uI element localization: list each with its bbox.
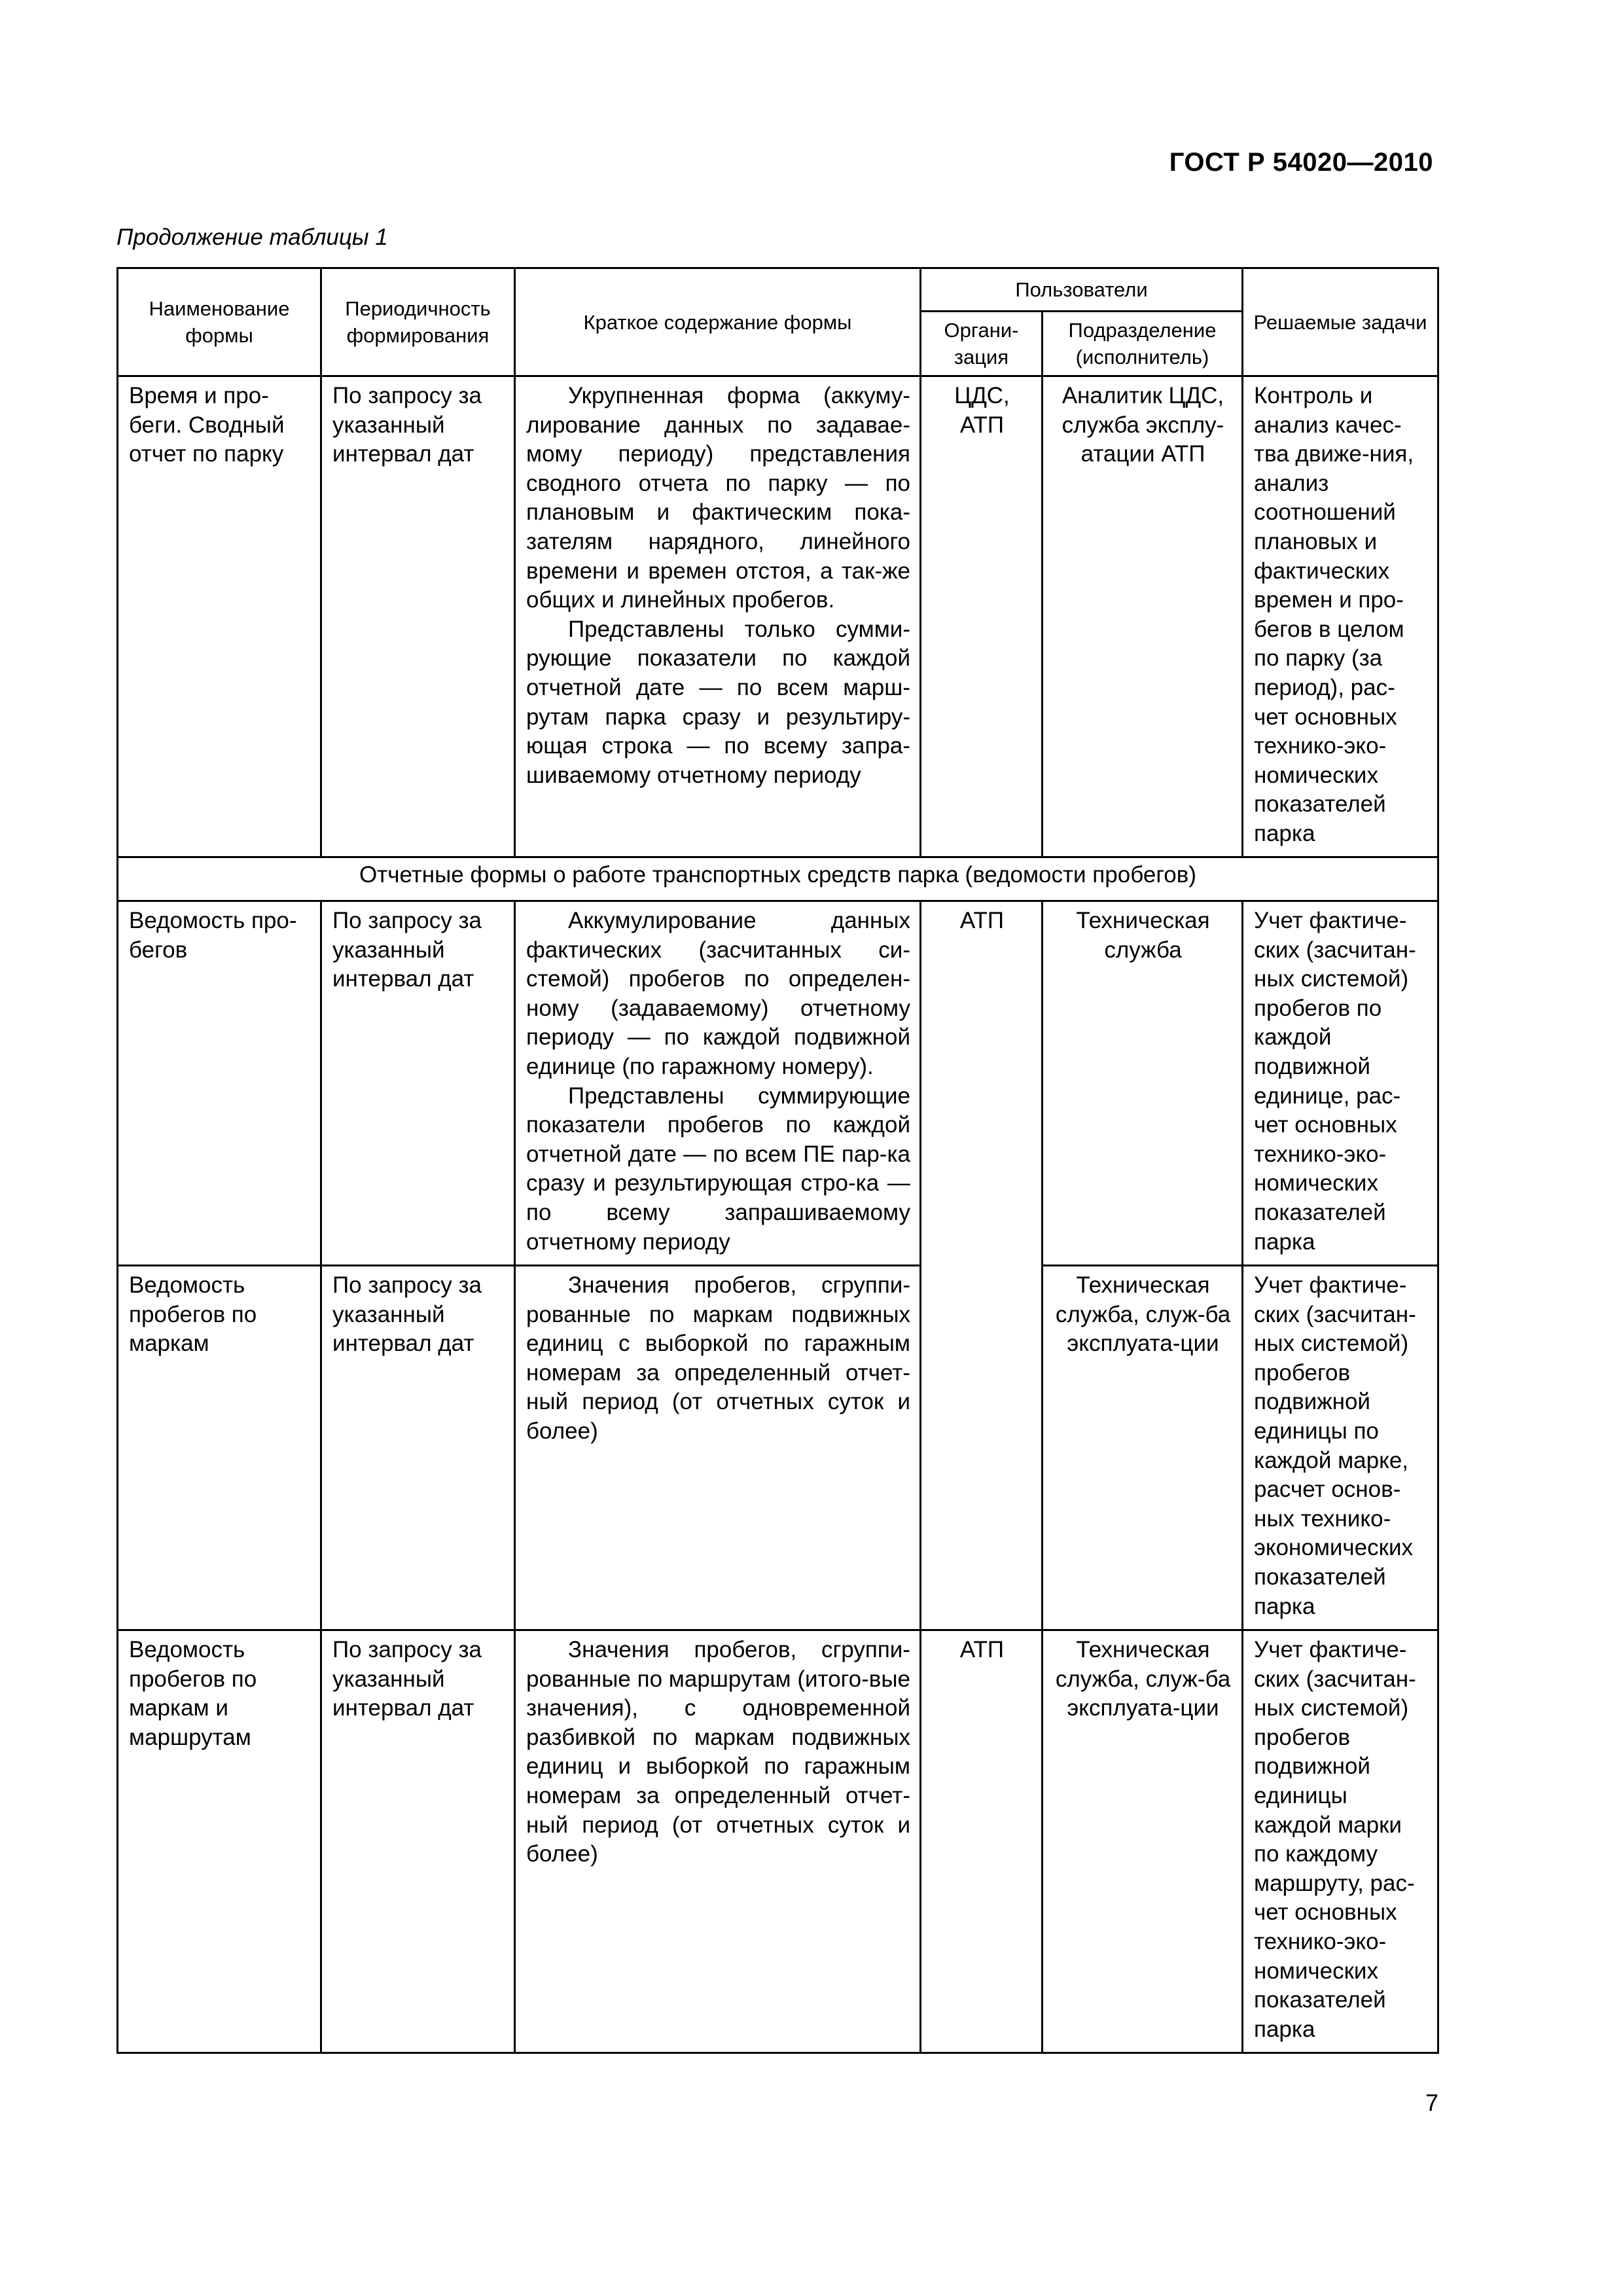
cell-organization: ЦДС, АТП — [921, 376, 1043, 857]
cell-form-name: Ведомость пробегов по маркам — [118, 1266, 321, 1630]
content-paragraph: Представлены только сумми-рующие показатели по каждой отчетной дате — по всем марш-рутам парка сразу и результиру-ющая строка — по всему запра-шиваемому отчетному периоду — [526, 616, 910, 788]
cell-division: Техническая служба, служ-ба эксплуата-ции — [1043, 1630, 1243, 2053]
section-title: Отчетные формы о работе транспортных средств парка (ведомости пробегов) — [118, 857, 1438, 901]
table-continuation-label: Продолжение таблицы 1 — [116, 224, 388, 250]
cell-content — [515, 901, 921, 1266]
cell-division: Аналитик ЦДС, служба эксплу-атации АТП — [1043, 376, 1243, 857]
cell-content — [515, 1630, 921, 2053]
cell-form-name: Время и про-беги. Сводный отчет по парку — [118, 376, 321, 857]
cell-form-name: Ведомость пробегов по маркам и маршрутам — [118, 1630, 321, 2053]
page-number: 7 — [1425, 2089, 1438, 2116]
forms-table — [116, 267, 1439, 2054]
table-header-row — [118, 268, 1438, 312]
cell-periodicity: По запросу за указанный интервал дат — [321, 1630, 515, 2053]
cell-tasks: Учет фактиче-ских (засчитан-ных системой) пробегов по каждой подвижной единице, рас-чет основных технико-эко-номических показателей парка — [1243, 901, 1438, 1266]
content-paragraph: Аккумулирование данных фактических (засчитанных си-стемой) пробегов по определен-ному (задаваемому) отчетному периоду — по каждой подвижной единице (по гаражному номеру). — [526, 908, 910, 1079]
header-tasks: Решаемые задачи — [1243, 268, 1438, 376]
table-row — [118, 376, 1438, 857]
header-division: Подразделение (исполнитель) — [1043, 312, 1243, 376]
cell-periodicity: По запросу за указанный интервал дат — [321, 1266, 515, 1630]
table-row — [118, 1630, 1438, 2053]
header-periodicity: Периодичность формирования — [321, 268, 515, 376]
cell-content — [515, 376, 921, 857]
table-row — [118, 1266, 1438, 1630]
cell-organization: АТП — [921, 1630, 1043, 2053]
cell-tasks: Контроль и анализ качес-тва движе-ния, анализ соотношений плановых и фактических времен и про-бегов в целом по парку (за период), рас-чет основных технико-эко-номических показателей парка — [1243, 376, 1438, 857]
cell-form-name: Ведомость про-бегов — [118, 901, 321, 1266]
cell-content — [515, 1266, 921, 1630]
cell-division: Техническая служба, служ-ба эксплуата-ции — [1043, 1266, 1243, 1630]
content-paragraph: Представлены суммирующие показатели пробегов по каждой отчетной дате — по всем ПЕ пар-ка сразу и результирующая стро-ка — по всему запрашиваемому отчетному периоду — [526, 1083, 910, 1255]
content-paragraph: Значения пробегов, сгруппи-рованные по маркам подвижных единиц с выборкой по гаражным номерам за определенный отчет-ный период (от отчетных суток и более) — [526, 1272, 910, 1444]
cell-tasks: Учет фактиче-ских (засчитан-ных системой) пробегов подвижной единицы каждой марки по каждому маршруту, рас-чет основных технико-эко-номических показателей парка — [1243, 1630, 1438, 2053]
header-content: Краткое содержание формы — [515, 268, 921, 376]
cell-tasks: Учет фактиче-ских (засчитан-ных системой) пробегов подвижной единицы по каждой марке, расчет основ-ных технико-экономических показателей парка — [1243, 1266, 1438, 1630]
document-code: ГОСТ Р 54020—2010 — [1169, 148, 1433, 177]
cell-organization-merged: АТП — [921, 901, 1043, 1630]
section-row — [118, 857, 1438, 901]
header-form-name: Наименование формы — [118, 268, 321, 376]
content-paragraph: Значения пробегов, сгруппи-рованные по маршрутам (итого-вые значения), с одновременной разбивкой по маркам подвижных единиц и выборкой по гаражным номерам за определенный отчет-ный период (от отчетных суток и более) — [526, 1637, 910, 1867]
content-paragraph: Укрупненная форма (аккуму-лирование данных по задавае-мому периоду) представления сводного отчета по парку — по плановым и фактическим пока-зателям нарядного, линейного времени и времен отстоя, а так-же общих и линейных пробегов. — [526, 383, 910, 613]
cell-periodicity: По запросу за указанный интервал дат — [321, 901, 515, 1266]
header-organization: Органи-зация — [921, 312, 1043, 376]
cell-periodicity: По запросу за указанный интервал дат — [321, 376, 515, 857]
header-users: Пользователи — [921, 268, 1243, 312]
cell-division: Техническая служба — [1043, 901, 1243, 1266]
table-row — [118, 901, 1438, 1266]
